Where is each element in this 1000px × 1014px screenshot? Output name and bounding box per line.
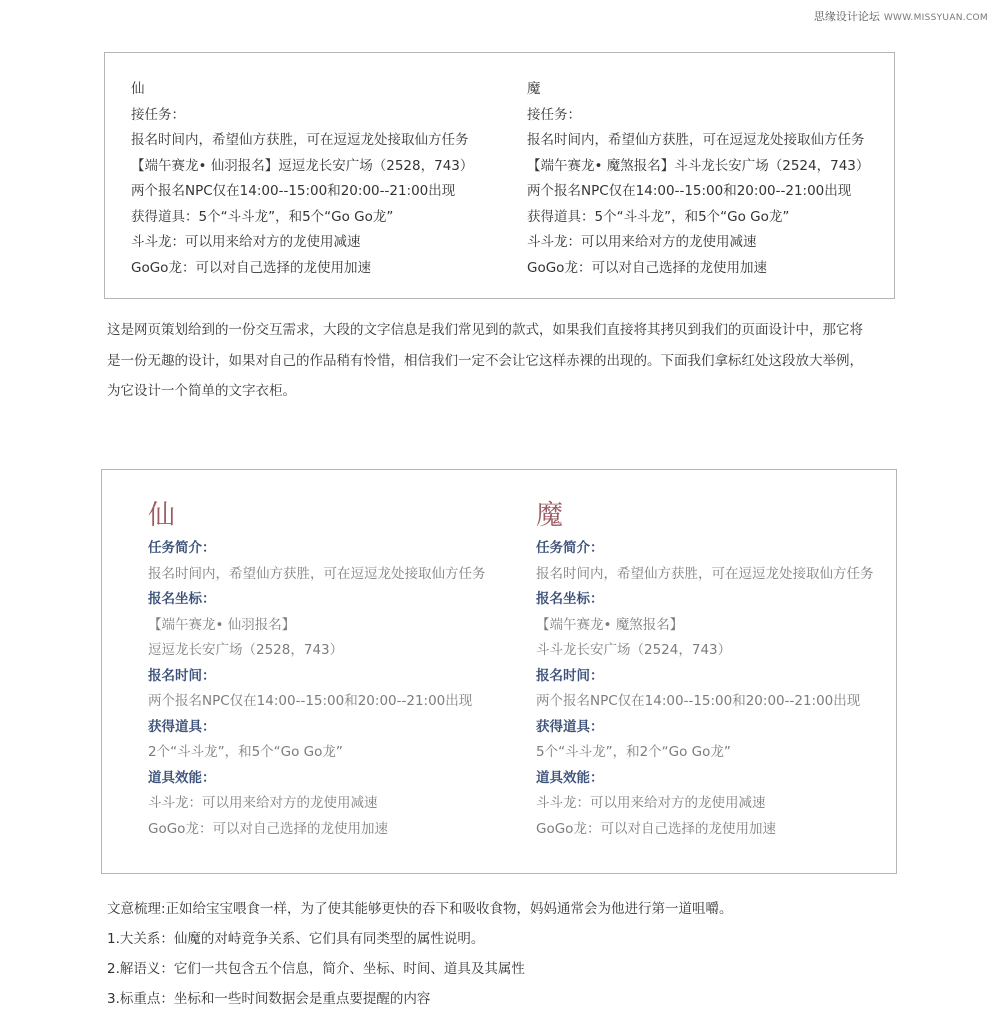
section-value: 斗斗龙：可以用来给对方的龙使用减速 [536,795,766,811]
raw-column-xian [131,77,473,281]
raw-line: 【端午赛龙• 仙羽报名】逗逗龙长安广场（2528，743） [131,157,474,174]
column-title: 仙 [148,500,176,531]
raw-line: 获得道具：5个“斗斗龙”，和5个“Go Go龙” [527,208,790,225]
section-label: 道具效能： [536,769,604,786]
designed-text-box [101,469,897,874]
section-value: GoGo龙：可以对自己选择的龙使用加速 [148,820,388,837]
designed-column-mo [536,496,874,842]
raw-line: 仙 [131,81,145,97]
paragraph-line: 2.解语义：它们一共包含五个信息，简介、坐标、时间、道具及其属性 [107,961,525,977]
raw-line: 两个报名NPC仅在14:00--15:00和20:00--21:00出现 [131,183,456,199]
section-value: 【端午赛龙• 仙羽报名】 [148,616,296,633]
designed-column-xian [148,496,486,842]
raw-requirement-box [104,52,895,299]
section-label: 任务简介： [148,540,216,556]
section-label: 报名时间： [148,667,216,684]
watermark-text: 思缘设计论坛 [813,10,880,23]
section-value: 5个“斗斗龙”，和2个“Go Go龙” [536,744,731,760]
raw-line: 魔 [527,81,541,97]
raw-line: 接任务： [527,106,581,123]
section-value: 报名时间内，希望仙方获胜，可在逗逗龙处接取仙方任务 [148,565,486,582]
raw-line: 斗斗龙：可以用来给对方的龙使用减速 [527,234,757,250]
paragraph-line: 1.大关系：仙魔的对峙竟争关系、它们具有同类型的属性说明。 [107,931,485,947]
watermark [814,8,988,24]
section-value: 两个报名NPC仅在14:00--15:00和20:00--21:00出现 [536,693,861,709]
section-label: 获得道具： [536,718,604,735]
section-value: 两个报名NPC仅在14:00--15:00和20:00--21:00出现 [148,693,473,709]
section-value: 报名时间内，希望仙方获胜，可在逗逗龙处接取仙方任务 [536,565,874,582]
raw-line: 获得道具：5个“斗斗龙”，和5个“Go Go龙” [131,208,394,225]
paragraph-line: 为它设计一个简单的文字衣柜。 [107,383,296,399]
section-value: GoGo龙：可以对自己选择的龙使用加速 [536,820,776,837]
raw-line: GoGo龙：可以对自己选择的龙使用加速 [527,259,767,276]
raw-line: 接任务： [131,106,185,123]
section-value: 逗逗龙长安广场（2528，743） [148,642,344,658]
raw-line: 【端午赛龙• 魔煞报名】斗斗龙长安广场（2524，743） [527,157,870,174]
raw-line: 报名时间内，希望仙方获胜，可在逗逗龙处接取仙方任务 [131,132,469,148]
raw-line: 报名时间内，希望仙方获胜，可在逗逗龙处接取仙方任务 [527,132,865,148]
section-label: 获得道具： [148,718,216,735]
section-label: 道具效能： [148,769,216,786]
raw-line: 两个报名NPC仅在14:00--15:00和20:00--21:00出现 [527,183,852,199]
section-value: 斗斗龙：可以用来给对方的龙使用减速 [148,795,378,811]
section-label: 报名时间： [536,667,604,684]
paragraph-line: 是一份无趣的设计，如果对自己的作品稍有怜惜，相信我们一定不会让它这样赤裸的出现的。下面我们拿标红处这段放大举例， [107,352,863,369]
intro-paragraph [107,315,897,407]
watermark-site: WWW.MISSYUAN.COM [883,13,988,23]
section-value: 斗斗龙长安广场（2524，743） [536,642,732,658]
paragraph-line: 3.标重点：坐标和一些时间数据会是重点要提醒的内容 [107,991,431,1007]
raw-column-mo [527,77,869,281]
section-value: 2个“斗斗龙”，和5个“Go Go龙” [148,744,343,760]
section-label: 任务简介： [536,540,604,556]
paragraph-line: 这是网页策划给到的一份交互需求，大段的文字信息是我们常见到的款式，如果我们直接将其拷贝到我们的页面设计中，那它将 [107,322,863,338]
section-label: 报名坐标： [536,591,604,607]
column-title: 魔 [536,500,564,531]
section-value: 【端午赛龙• 魔煞报名】 [536,616,684,633]
raw-line: GoGo龙：可以对自己选择的龙使用加速 [131,259,371,276]
paragraph-line: 文意梳理:正如给宝宝喂食一样，为了使其能够更快的吞下和吸收食物，妈妈通常会为他进行第一道咀嚼。 [107,901,733,917]
raw-line: 斗斗龙：可以用来给对方的龙使用减速 [131,234,361,250]
section-label: 报名坐标： [148,591,216,607]
analysis-paragraph [107,894,897,1014]
